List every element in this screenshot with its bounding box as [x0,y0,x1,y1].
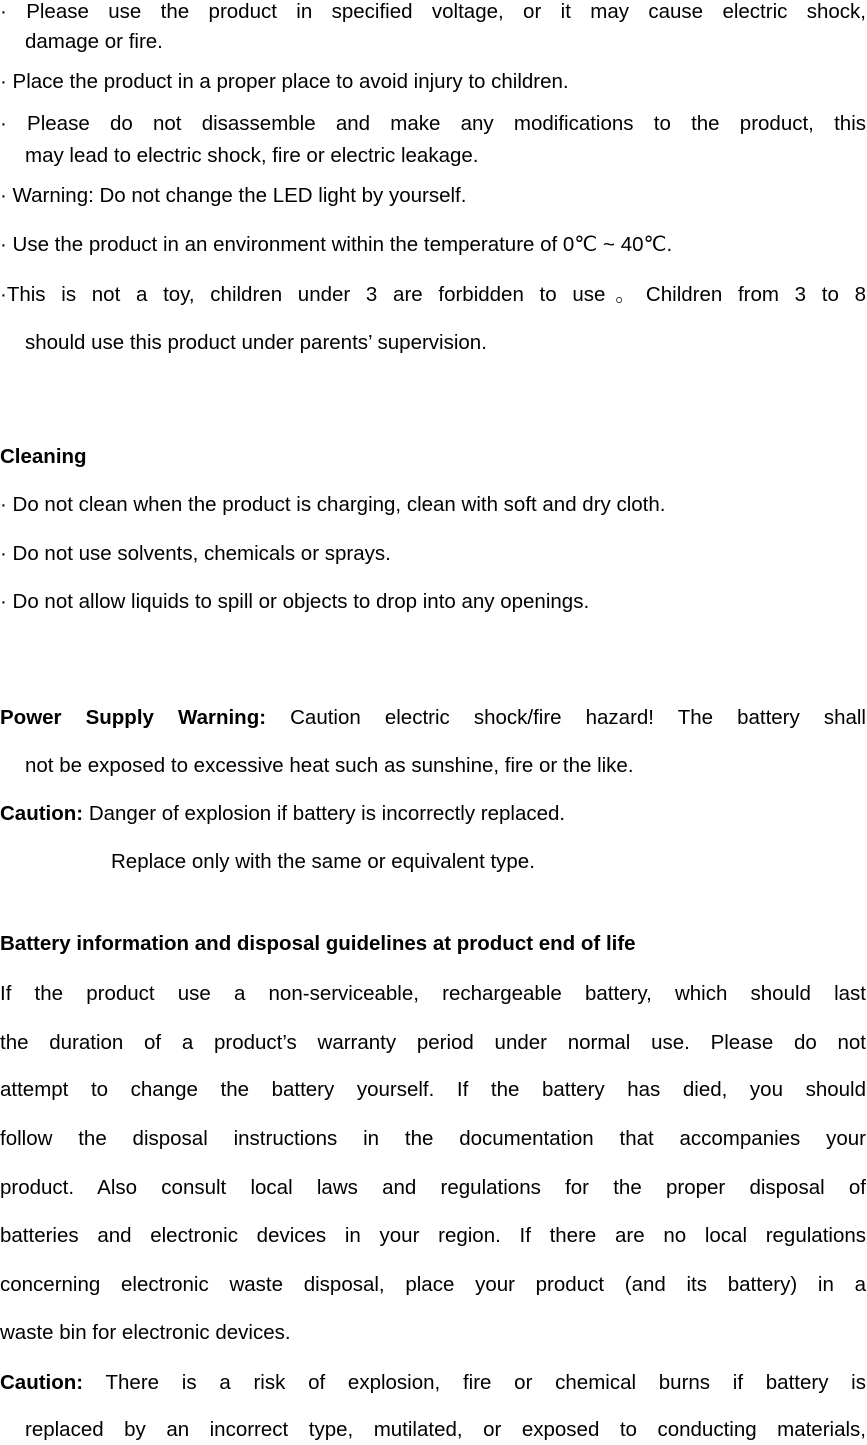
power-warning-text: Caution electric shock/fire hazard! The battery shall [266,706,866,729]
battery-paragraph-line: waste bin for electronic devices. [0,1321,291,1344]
caution-label: Caution: [0,1371,84,1394]
caution-risk-text: There is a risk of explosion, fire or chemical burns if battery is [83,1371,866,1394]
safety-bullet-placement: · Place the product in a proper place to avoid injury to children. [0,70,569,93]
caution-replace-text: Replace only with the same or equivalent type. [111,850,535,873]
power-warning-cont: not be exposed to excessive heat such as sunshine, fire or the like. [25,754,634,777]
battery-heading: Battery information and disposal guidelines at product end of life [0,932,636,955]
safety-bullet-temperature: · Use the product in an environment within the temperature of 0℃ ~ 40℃. [0,233,673,256]
safety-bullet-voltage: · Please use the product in specified voltage, or it may cause electric shock, [0,0,866,23]
safety-bullet-toy-cont: should use this product under parents’ supervision. [25,331,487,354]
battery-paragraph-line: the duration of a product’s warranty period under normal use. Please do not [0,1031,866,1054]
caution-risk-line [0,1371,866,1395]
battery-paragraph-line: If the product use a non-serviceable, rechargeable battery, which should last [0,982,866,1005]
power-warning-label: Power Supply Warning: [0,706,267,729]
cleaning-heading: Cleaning [0,445,87,468]
safety-bullet-disassemble: · Please do not disassemble and make any modifications to the product, this [0,112,866,135]
cleaning-item: · Do not allow liquids to spill or objects to drop into any openings. [0,590,590,613]
safety-bullet-toy: ·This is not a toy, children under 3 are forbidden to use。Children from 3 to 8 [0,283,866,306]
safety-bullet-voltage-cont: damage or fire. [25,30,163,53]
caution-label: Caution: [0,802,84,825]
battery-paragraph-line: batteries and electronic devices in your region. If there are no local regulations [0,1224,866,1247]
battery-paragraph-line: product. Also consult local laws and regulations for the proper disposal of [0,1176,866,1199]
caution-explosion-text: Danger of explosion if battery is incorrectly replaced. [83,802,566,825]
battery-paragraph-line: follow the disposal instructions in the documentation that accompanies your [0,1127,866,1150]
safety-bullet-disassemble-cont: may lead to electric shock, fire or electric leakage. [25,144,479,167]
battery-paragraph-line: attempt to change the battery yourself. If the battery has died, you should [0,1078,866,1101]
safety-bullet-led: · Warning: Do not change the LED light by yourself. [0,184,467,207]
cleaning-item: · Do not clean when the product is charging, clean with soft and dry cloth. [0,493,666,516]
battery-paragraph-line: concerning electronic waste disposal, place your product (and its battery) in a [0,1273,866,1296]
cleaning-item: · Do not use solvents, chemicals or sprays. [0,542,391,565]
caution-explosion-line [0,802,565,826]
power-warning-line [0,706,866,730]
caution-risk-cont: replaced by an incorrect type, mutilated, or exposed to conducting materials, [25,1418,866,1441]
